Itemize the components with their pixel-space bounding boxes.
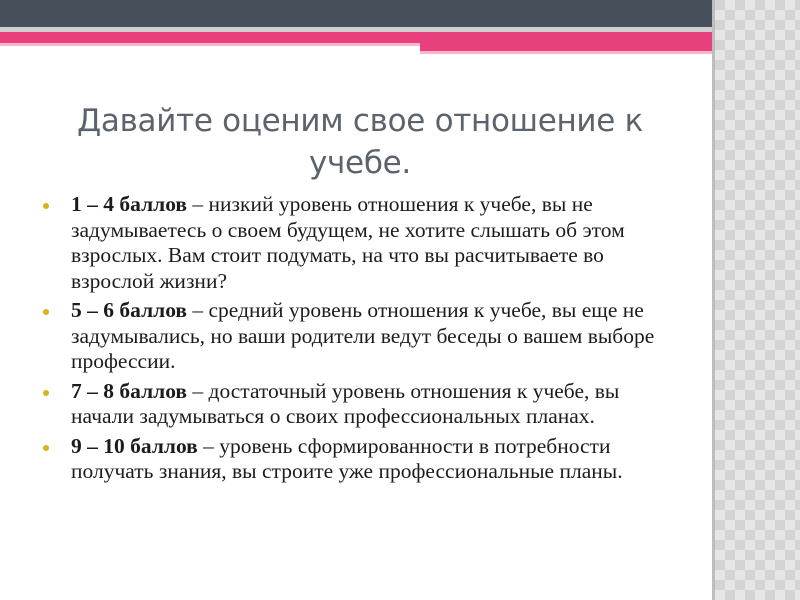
list-item [40, 434, 680, 485]
bullet-icon [43, 390, 49, 396]
score-description: – средний уровень отношения к учебе, вы еще не задумывались, но ваши родители ведут беседы о вашем выборе профессии. [71, 298, 655, 373]
score-range: 7 – 8 баллов [71, 378, 188, 403]
accent-band-step [420, 43, 715, 51]
list-item [40, 379, 680, 430]
list-item [40, 298, 680, 375]
bullet-icon [43, 203, 49, 209]
slide-title: Давайте оценим свое отношение к учебе. [76, 103, 644, 181]
header-bar [0, 0, 715, 27]
accent-band [0, 32, 715, 43]
score-range: 1 – 4 баллов [71, 192, 188, 216]
score-description: – достаточный уровень отношения к учебе, вы начали задумываться о своих профессиональных планах. [71, 378, 620, 428]
score-description: – уровень сформированности в потребности получать знания, вы строите уже профессиональные планы. [71, 433, 623, 483]
list-item [40, 192, 680, 294]
score-description: – низкий уровень отношения к учебе, вы не задумываетесь о своем будущем, не хотите слышать об этом взрослых. Вам стоит подумать, на что вы расчитываете во взрослой жизни? [71, 192, 625, 293]
side-pattern-panel [715, 0, 800, 600]
score-list [40, 192, 680, 489]
score-range: 5 – 6 баллов [71, 298, 188, 322]
bullet-icon [43, 445, 49, 451]
accent-band-step-thin [420, 51, 715, 54]
bullet-icon [43, 309, 49, 315]
score-range: 9 – 10 баллов [71, 433, 198, 458]
